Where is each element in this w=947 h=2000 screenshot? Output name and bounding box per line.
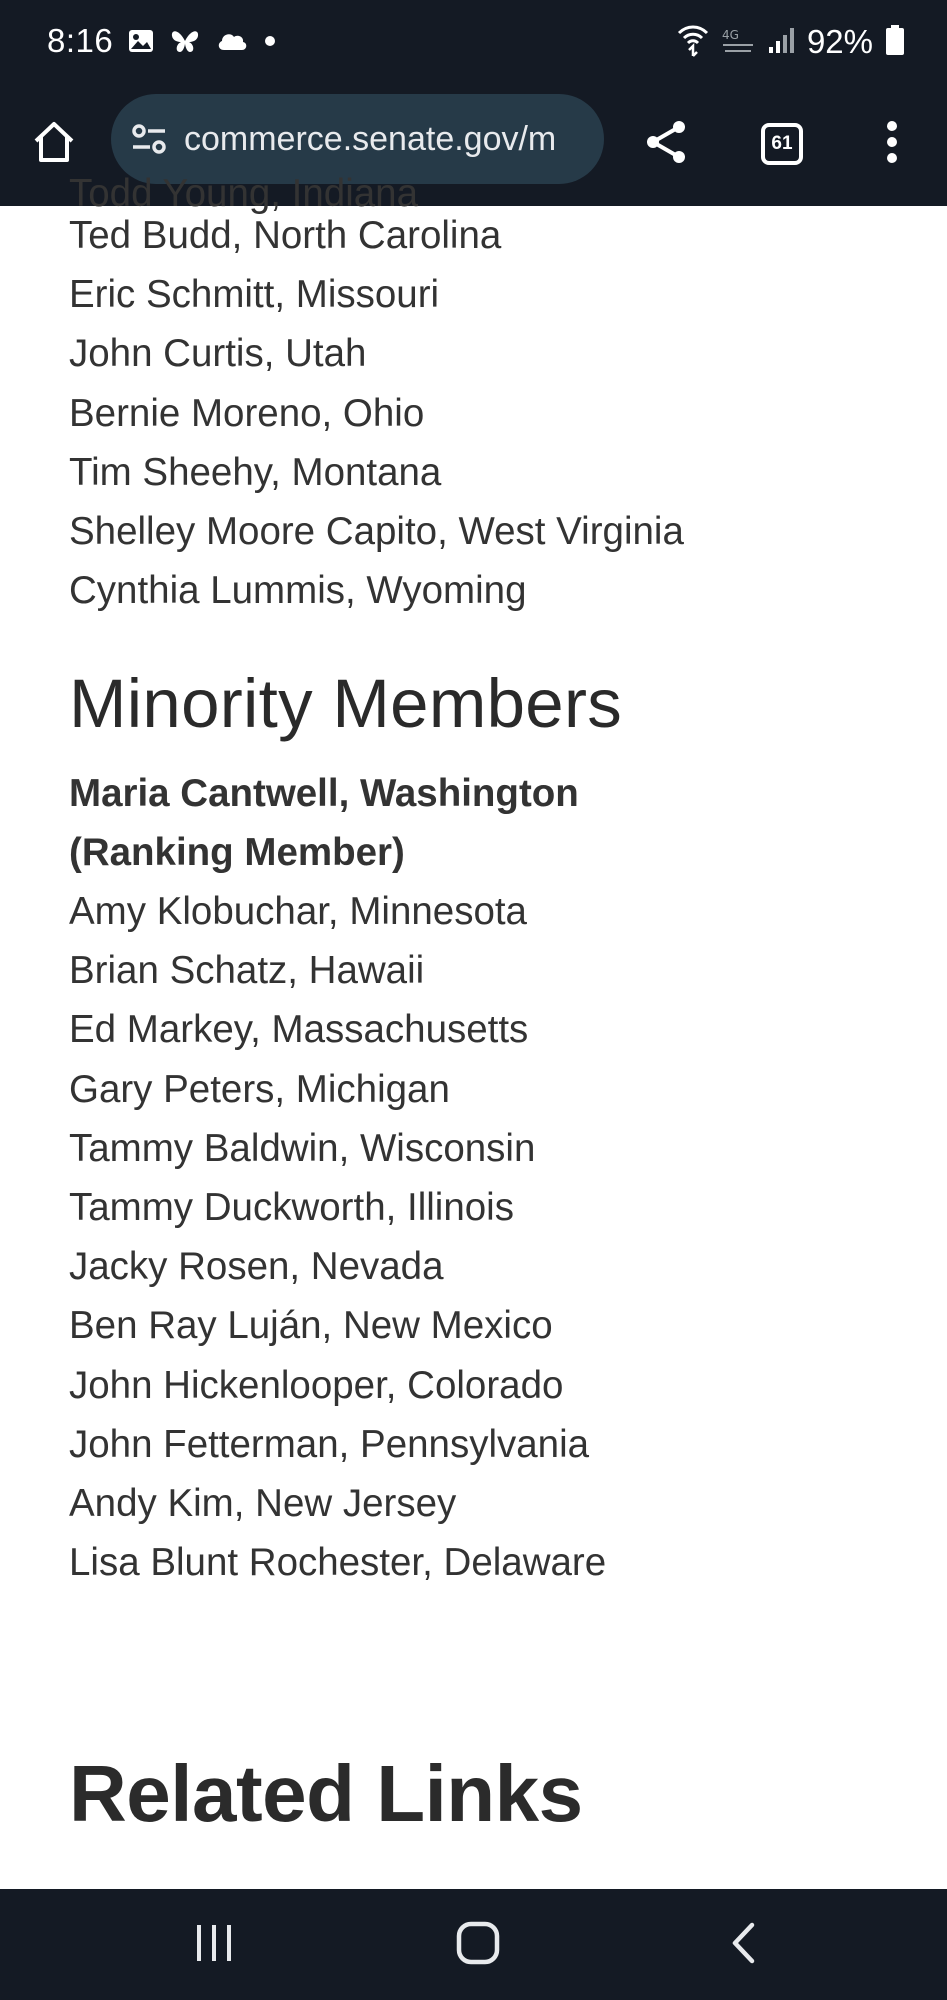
page-content	[0, 172, 947, 1889]
member-item: Cynthia Lummis, Wyoming	[69, 569, 527, 613]
home-nav-button[interactable]	[447, 1914, 509, 1976]
battery-icon	[885, 24, 905, 61]
more-icon	[886, 120, 898, 169]
member-item: Bernie Moreno, Ohio	[69, 391, 425, 435]
member-item: Brian Schatz, Hawaii	[69, 949, 425, 993]
member-item: Eric Schmitt, Missouri	[69, 273, 440, 317]
tune-icon[interactable]	[129, 119, 169, 159]
signal-icon	[767, 25, 795, 60]
majority-member-list	[69, 206, 909, 620]
member-item: Tim Sheehy, Montana	[69, 450, 442, 494]
member-cut-off: Todd Young, Indiana	[69, 172, 418, 215]
related-links-heading: Related Links	[69, 1749, 583, 1838]
member-item: Ed Markey, Massachusetts	[69, 1008, 529, 1052]
status-bar	[0, 0, 947, 88]
home-nav-icon	[455, 1920, 501, 1971]
recents-icon	[192, 1923, 236, 1968]
dot-icon	[263, 34, 277, 53]
lte-icon	[721, 25, 755, 60]
butterfly-icon	[169, 27, 201, 60]
svg-text:4G: 4G	[721, 27, 739, 42]
member-item: Tammy Duckworth, Illinois	[69, 1185, 514, 1229]
system-nav-bar	[0, 1889, 947, 2000]
recents-button[interactable]	[183, 1914, 245, 1976]
share-button[interactable]	[630, 108, 702, 180]
battery-percent: 92%	[806, 23, 873, 60]
member-item: John Curtis, Utah	[69, 332, 367, 376]
tabs-button[interactable]	[746, 108, 818, 180]
member-item: Gary Peters, Michigan	[69, 1067, 450, 1111]
home-icon	[31, 119, 77, 170]
wifi-icon	[677, 23, 709, 62]
member-item: Lisa Blunt Rochester, Delaware	[69, 1541, 607, 1585]
member-item: Shelley Moore Capito, West Virginia	[69, 509, 684, 553]
url-text[interactable]: commerce.senate.gov/m	[184, 120, 557, 158]
minority-members-heading: Minority Members	[69, 665, 623, 742]
cloud-icon	[215, 28, 249, 59]
member-item: John Hickenlooper, Colorado	[69, 1363, 564, 1407]
member-item: Jacky Rosen, Nevada	[69, 1245, 444, 1289]
member-item: John Fetterman, Pennsylvania	[69, 1422, 590, 1466]
back-icon	[728, 1921, 758, 1970]
gallery-icon	[127, 27, 155, 60]
system-icons	[677, 22, 905, 62]
ranking-member: Maria Cantwell, Washington (Ranking Member)	[69, 772, 579, 875]
minority-member-list	[69, 882, 909, 1592]
more-button[interactable]	[856, 108, 928, 180]
member-item: Amy Klobuchar, Minnesota	[69, 890, 527, 933]
share-icon	[642, 118, 690, 171]
member-item: Ben Ray Luján, New Mexico	[69, 1304, 553, 1348]
tab-count: 61	[771, 133, 793, 154]
notification-icons	[127, 26, 277, 60]
member-item: Andy Kim, New Jersey	[69, 1481, 457, 1525]
status-time: 8:16	[47, 22, 114, 59]
back-button[interactable]	[712, 1914, 774, 1976]
member-item: Ted Budd, North Carolina	[69, 214, 502, 257]
tabs-icon	[760, 122, 804, 166]
member-item: Tammy Baldwin, Wisconsin	[69, 1126, 536, 1170]
